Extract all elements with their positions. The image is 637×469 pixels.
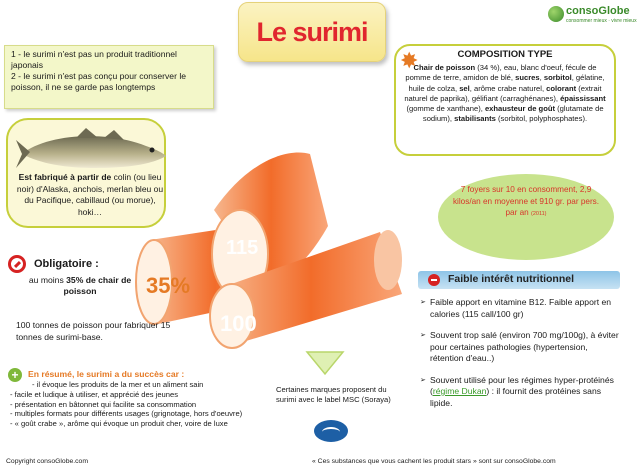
fish-icon [16,124,172,176]
nutrition-item [420,375,622,410]
dukan-link[interactable]: régime Dukan [432,386,487,396]
title-banner [238,2,386,62]
stick-label-100: 100 [220,311,257,336]
msc-text: Certaines marques proposent du surimi avec le label MSC (Soraya) [276,385,391,404]
footer-note[interactable]: « Ces substances que vous cachent les produit stars » sont sur consoGlobe.com [312,458,556,465]
composition-segment: sorbitol [543,73,572,83]
stats-year: (2011) [531,211,547,217]
obligatoire-bold: 35% de chair de poisson [63,275,132,296]
composition-segment: colorant [546,83,577,93]
composition-segment: épaississant [560,93,606,103]
resume-item: - multiples formats pour différents usages (grignotage, hors d'oeuvre) [10,409,243,419]
resume-item: - présentation en bâtonnet qui facilite sa consommation [10,399,197,409]
surimi-sticks-image [150,148,412,348]
composition-segment: , arôme crabe naturel, [469,83,547,93]
stick-label-35: 35% [146,273,191,298]
intro-fact-2: 2 - le surimi n'est pas conçu pour conserver le poisson, il ne se garde pas longtemps [11,71,187,92]
page-title: Le surimi [256,16,368,47]
composition-segment: , [539,73,544,83]
fish-list: colin (ou lieu noir) d'Alaska, anchois, merlan bleu ou du Pacifique, cabillaud (ou morue), hoki… [16,172,164,217]
composition-text [404,63,606,124]
stick-label-115: 115 [226,237,259,259]
composition-segment: sucres [515,73,540,83]
resume-list [10,380,268,429]
msc-label-icon [314,420,348,442]
nutrition-item: ➢ Faible apport en vitamine B12. Faible apport en calories (115 call/100 gr) [420,297,622,320]
resume-item: - il évoque les produits de la mer et un aliment sain [32,380,204,389]
logo-tagline: consommer mieux · vivre mieux [566,18,637,24]
composition-segment: (gomme de xanthane), [406,104,485,114]
nutrition-title: Faible intérêt nutritionnel [448,273,575,285]
obligatoire-pre: au moins [28,275,67,285]
composition-segment: Chair de poisson [413,63,476,73]
composition-segment: (sorbitol, polyphosphates). [495,114,588,124]
intro-facts-box [4,45,214,109]
tonnes-text: 100 tonnes de poisson pour fabriquer 15 tonnes de surimi-base. [16,320,171,342]
composition-segment: (34 %), eau, blanc d'oeuf, fécule de pomme de terre, amidon de blé, [405,63,597,83]
arrow-down-icon [305,350,345,376]
consoglobe-logo[interactable] [548,4,637,30]
consumption-stats-text [450,184,602,221]
composition-segment: exhausteur de goût [484,104,555,114]
globe-icon [548,6,564,22]
obligatoire-text [20,275,140,297]
fish-lead: Est fabriqué à partir de [18,172,112,182]
logo-brand: consoGlobe [566,5,630,17]
resume-title: En résumé, le surimi a du succès car : [28,369,185,379]
composition-segment: , gélatine, huile de colza, [408,73,605,93]
resume-item: - « goût crabe », arôme qui évoque un produit cher, voire de luxe [10,419,228,429]
obligatoire-title: Obligatoire : [34,258,99,270]
composition-segment: sel [459,83,470,93]
nutrition-item-post: ) : il fournit des protéines sans lipide. [430,386,602,408]
composition-segment: stabilisants [454,114,496,124]
star-icon: ✸ [400,48,419,73]
composition-heading: COMPOSITION TYPE [457,49,553,60]
intro-fact-1: 1 - le surimi n'est pas un produit traditionnel japonais [11,49,177,70]
composition-segment: (glutamate de sodium), [422,104,604,124]
stats-main: 7 foyers sur 10 en consomment, 2,9 kilos/an en moyenne et 910 gr. par pers. par an [452,185,600,217]
footer-copyright: Copyright consoGlobe.com [6,458,88,465]
fish-sources-text [13,172,167,218]
nutrition-item: ➢ Souvent trop salé (environ 700 mg/100g), à éviter pour certaines pathologies (hypertension, rétention d'eau..) [420,330,622,365]
plus-icon: + [8,368,22,382]
resume-item: - facile et ludique à utiliser, et apprécié des jeunes [10,389,179,399]
forbidden-icon [8,255,26,273]
nutrition-list [420,297,622,419]
composition-box [394,44,616,156]
composition-segment: (extrait naturel de paprika), gélifiant (carraghénanes), [404,83,602,103]
nutrition-item-pre: Souvent utilisé pour les régimes hyper-protéinés ( [430,374,614,396]
minus-icon [428,274,440,286]
